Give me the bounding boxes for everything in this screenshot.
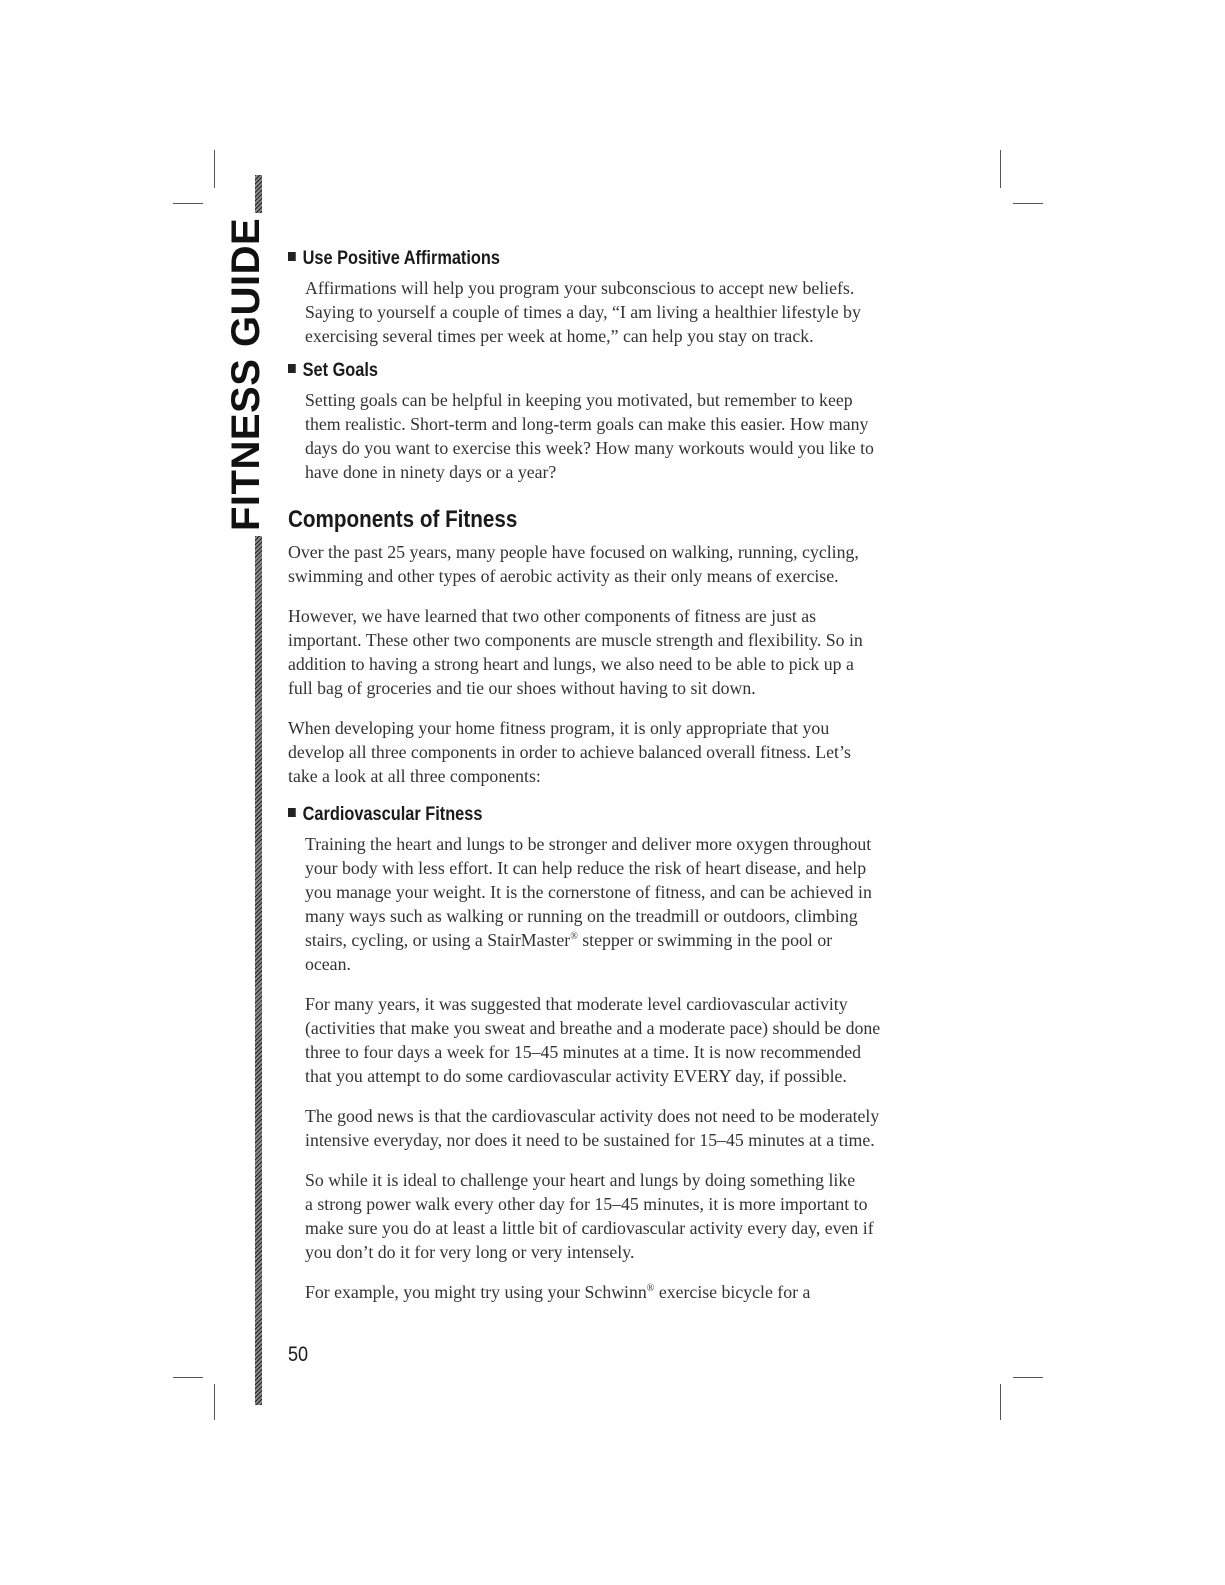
text-line: So while it is ideal to challenge your heart and lungs by doing something like xyxy=(305,1170,856,1190)
text-line: swimming and other types of aerobic activity as their only means of exercise. xyxy=(288,566,839,586)
text-line: ocean. xyxy=(305,954,351,974)
paragraph-cardio-4 xyxy=(305,1168,960,1264)
subheading-set-goals xyxy=(288,360,866,382)
registered-mark: ® xyxy=(646,1283,655,1295)
text-line: take a look at all three components: xyxy=(288,766,541,786)
bullet-square-icon xyxy=(288,252,296,261)
subheading-affirmations xyxy=(288,248,866,270)
text-line: many ways such as walking or running on the treadmill or outdoors, climbing xyxy=(305,906,858,926)
text-line: The good news is that the cardiovascular activity does not need to be moderately xyxy=(305,1106,880,1126)
text-line: important. These other two components are muscle strength and flexibility. So in xyxy=(288,630,863,650)
crop-mark-bottom-left-horizontal xyxy=(173,1377,203,1378)
registered-mark: ® xyxy=(570,931,578,943)
text-line: your body with less effort. It can help reduce the risk of heart disease, and help xyxy=(305,858,867,878)
text-line: stairs, cycling, or using a StairMaster xyxy=(305,930,571,950)
subheading-cardiovascular xyxy=(288,804,866,826)
text-line: Over the past 25 years, many people have focused on walking, running, cycling, xyxy=(288,542,859,562)
page-content xyxy=(288,248,960,1304)
text-line: days do you want to exercise this week? How many workouts would you like to xyxy=(305,438,874,458)
text-line: full bag of groceries and tie our shoes without having to sit down. xyxy=(288,678,756,698)
text-line: three to four days a week for 15–45 minutes at a time. It is now recommended xyxy=(305,1042,861,1062)
side-label: FITNESS GUIDE xyxy=(228,213,264,536)
crop-mark-top-left-vertical xyxy=(214,150,215,188)
paragraph-affirmations xyxy=(305,276,960,348)
paragraph-cardio-5 xyxy=(305,1280,960,1304)
text-line: stepper or swimming in the pool or xyxy=(577,930,833,950)
page-number: 50 xyxy=(288,1343,309,1366)
paragraph-cardio-2 xyxy=(305,992,960,1088)
paragraph-set-goals xyxy=(305,388,960,484)
text-line: addition to having a strong heart and lungs, we also need to be able to pick up a xyxy=(288,654,854,674)
text-line: For many years, it was suggested that moderate level cardiovascular activity xyxy=(305,994,848,1014)
text-line: develop all three components in order to achieve balanced overall fitness. Let’s xyxy=(288,742,851,762)
text-line: make sure you do at least a little bit of cardiovascular activity every day, even if xyxy=(305,1218,874,1238)
crop-mark-top-right-horizontal xyxy=(1013,203,1043,204)
text-line: (activities that make you sweat and breathe and a moderate pace) should be done xyxy=(305,1018,881,1038)
subheading-text: Use Positive Affirmations xyxy=(302,248,500,269)
paragraph-components-1 xyxy=(288,540,960,588)
text-line: a strong power walk every other day for 15–45 minutes, it is more important to xyxy=(305,1194,868,1214)
crop-mark-bottom-right-horizontal xyxy=(1013,1377,1043,1378)
text-line: Training the heart and lungs to be stronger and deliver more oxygen throughout xyxy=(305,834,872,854)
text-line: Saying to yourself a couple of times a day, “I am living a healthier lifestyle by xyxy=(305,302,861,322)
text-line: intensive everyday, nor does it need to be sustained for 15–45 minutes at a time. xyxy=(305,1130,875,1150)
crop-mark-top-right-vertical xyxy=(1000,150,1001,188)
text-line: Setting goals can be helpful in keeping you motivated, but remember to keep xyxy=(305,390,853,410)
subheading-text: Set Goals xyxy=(302,360,379,381)
text-line: For example, you might try using your Schwinn xyxy=(305,1282,647,1302)
bullet-square-icon xyxy=(288,364,296,373)
text-line: you don’t do it for very long or very intensely. xyxy=(305,1242,635,1262)
crop-mark-bottom-right-vertical xyxy=(1000,1384,1001,1420)
text-line: them realistic. Short-term and long-term goals can make this easier. How many xyxy=(305,414,869,434)
text-line: exercise bicycle for a xyxy=(654,1282,811,1302)
text-line: have done in ninety days or a year? xyxy=(305,462,557,482)
text-line: exercising several times per week at home,” can help you stay on track. xyxy=(305,326,814,346)
paragraph-cardio-3 xyxy=(305,1104,960,1152)
subheading-text: Cardiovascular Fitness xyxy=(302,804,483,825)
paragraph-cardio-1 xyxy=(305,832,960,976)
paragraph-components-2 xyxy=(288,604,960,700)
bullet-square-icon xyxy=(288,808,296,817)
text-line: that you attempt to do some cardiovascular activity EVERY day, if possible. xyxy=(305,1066,847,1086)
text-line: However, we have learned that two other components of fitness are just as xyxy=(288,606,817,626)
section-heading-components: Components of Fitness xyxy=(288,506,518,533)
text-line: you manage your weight. It is the cornerstone of fitness, and can be achieved in xyxy=(305,882,872,902)
paragraph-components-3 xyxy=(288,716,960,788)
crop-mark-top-left-horizontal xyxy=(173,203,203,204)
text-line: When developing your home fitness program, it is only appropriate that you xyxy=(288,718,830,738)
text-line: Affirmations will help you program your subconscious to accept new beliefs. xyxy=(305,278,855,298)
crop-mark-bottom-left-vertical xyxy=(214,1384,215,1420)
